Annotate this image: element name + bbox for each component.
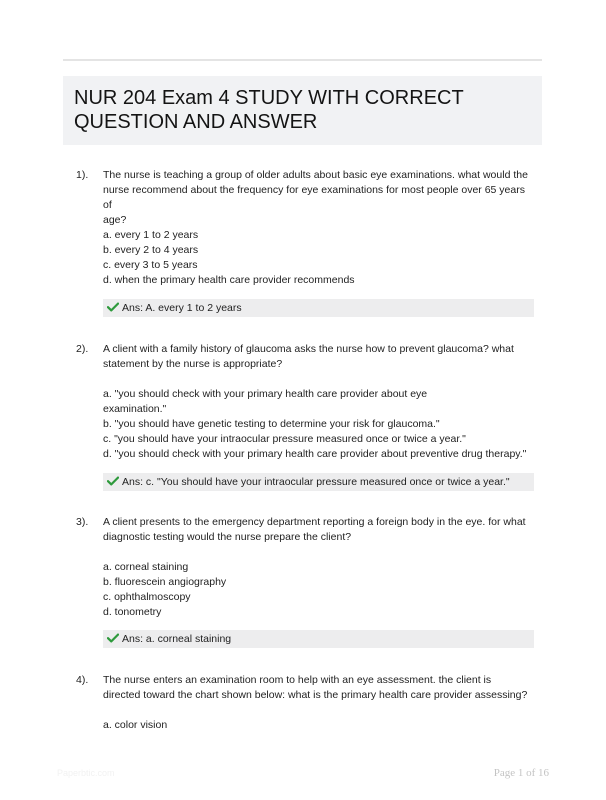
option-b: b. fluorescein angiography bbox=[103, 576, 227, 588]
question-text-line: statement by the nurse is appropriate? bbox=[103, 358, 283, 370]
question-body bbox=[103, 673, 540, 733]
question-body bbox=[103, 168, 540, 288]
title-line-1: NUR 204 Exam 4 STUDY WITH CORRECT bbox=[74, 87, 464, 109]
checkmark-icon bbox=[107, 633, 119, 643]
option-d: d. when the primary health care provider recommends bbox=[103, 274, 355, 286]
question-text-line: of bbox=[103, 199, 112, 211]
question-text-line: age? bbox=[103, 214, 127, 226]
answer-text: Ans: A. every 1 to 2 years bbox=[122, 302, 242, 314]
page-number: Page 1 of 16 bbox=[493, 767, 549, 779]
answer-text: Ans: a. corneal staining bbox=[122, 633, 232, 645]
option-d: d. tonometry bbox=[103, 606, 162, 618]
option-b: b. every 2 to 4 years bbox=[103, 244, 199, 256]
question-text-line: A client presents to the emergency department reporting a foreign body in the eye. for what bbox=[103, 516, 526, 528]
question-body bbox=[103, 342, 540, 462]
option-a: a. "you should check with your primary health care provider about eye bbox=[103, 388, 428, 400]
question-text-line: A client with a family history of glaucoma asks the nurse how to prevent glaucoma? what bbox=[103, 343, 514, 355]
answer-box bbox=[103, 299, 534, 317]
option-d: d. "you should check with your primary health care provider about preventive drug therapy." bbox=[103, 448, 527, 460]
question-number: 1). bbox=[76, 169, 89, 181]
question-text-line: directed toward the chart shown below: what is the primary health care provider assessing? bbox=[103, 689, 528, 701]
question-number: 2). bbox=[76, 343, 89, 355]
question-text-line: The nurse enters an examination room to help with an eye assessment. the client is bbox=[103, 674, 492, 686]
top-rule bbox=[63, 59, 542, 61]
answer-box bbox=[103, 473, 534, 491]
question-body bbox=[103, 515, 540, 620]
option-c: c. every 3 to 5 years bbox=[103, 259, 198, 271]
answer-box bbox=[103, 630, 534, 648]
option-a-continued: examination." bbox=[103, 403, 167, 415]
footer-site-watermark: Paperbtic.com bbox=[57, 768, 115, 778]
answer-text: Ans: c. "You should have your intraocular pressure measured once or twice a year." bbox=[122, 476, 510, 488]
question-text-line: The nurse is teaching a group of older adults about basic eye examinations. what would the bbox=[103, 169, 528, 181]
question-number: 4). bbox=[76, 674, 89, 686]
document-title bbox=[63, 76, 542, 145]
option-c: c. "you should have your intraocular pressure measured once or twice a year." bbox=[103, 433, 466, 445]
question-text-line: nurse recommend about the frequency for eye examinations for most people over 65 years bbox=[103, 184, 525, 196]
question-number: 3). bbox=[76, 516, 89, 528]
checkmark-icon bbox=[107, 302, 119, 312]
checkmark-icon bbox=[107, 476, 119, 486]
option-a: a. corneal staining bbox=[103, 561, 189, 573]
option-c: c. ophthalmoscopy bbox=[103, 591, 191, 603]
option-b: b. "you should have genetic testing to determine your risk for glaucoma." bbox=[103, 418, 440, 430]
question-text-line: diagnostic testing would the nurse prepare the client? bbox=[103, 531, 352, 543]
option-a: a. color vision bbox=[103, 719, 168, 731]
title-line-2: QUESTION AND ANSWER bbox=[74, 111, 318, 133]
option-a: a. every 1 to 2 years bbox=[103, 229, 199, 241]
